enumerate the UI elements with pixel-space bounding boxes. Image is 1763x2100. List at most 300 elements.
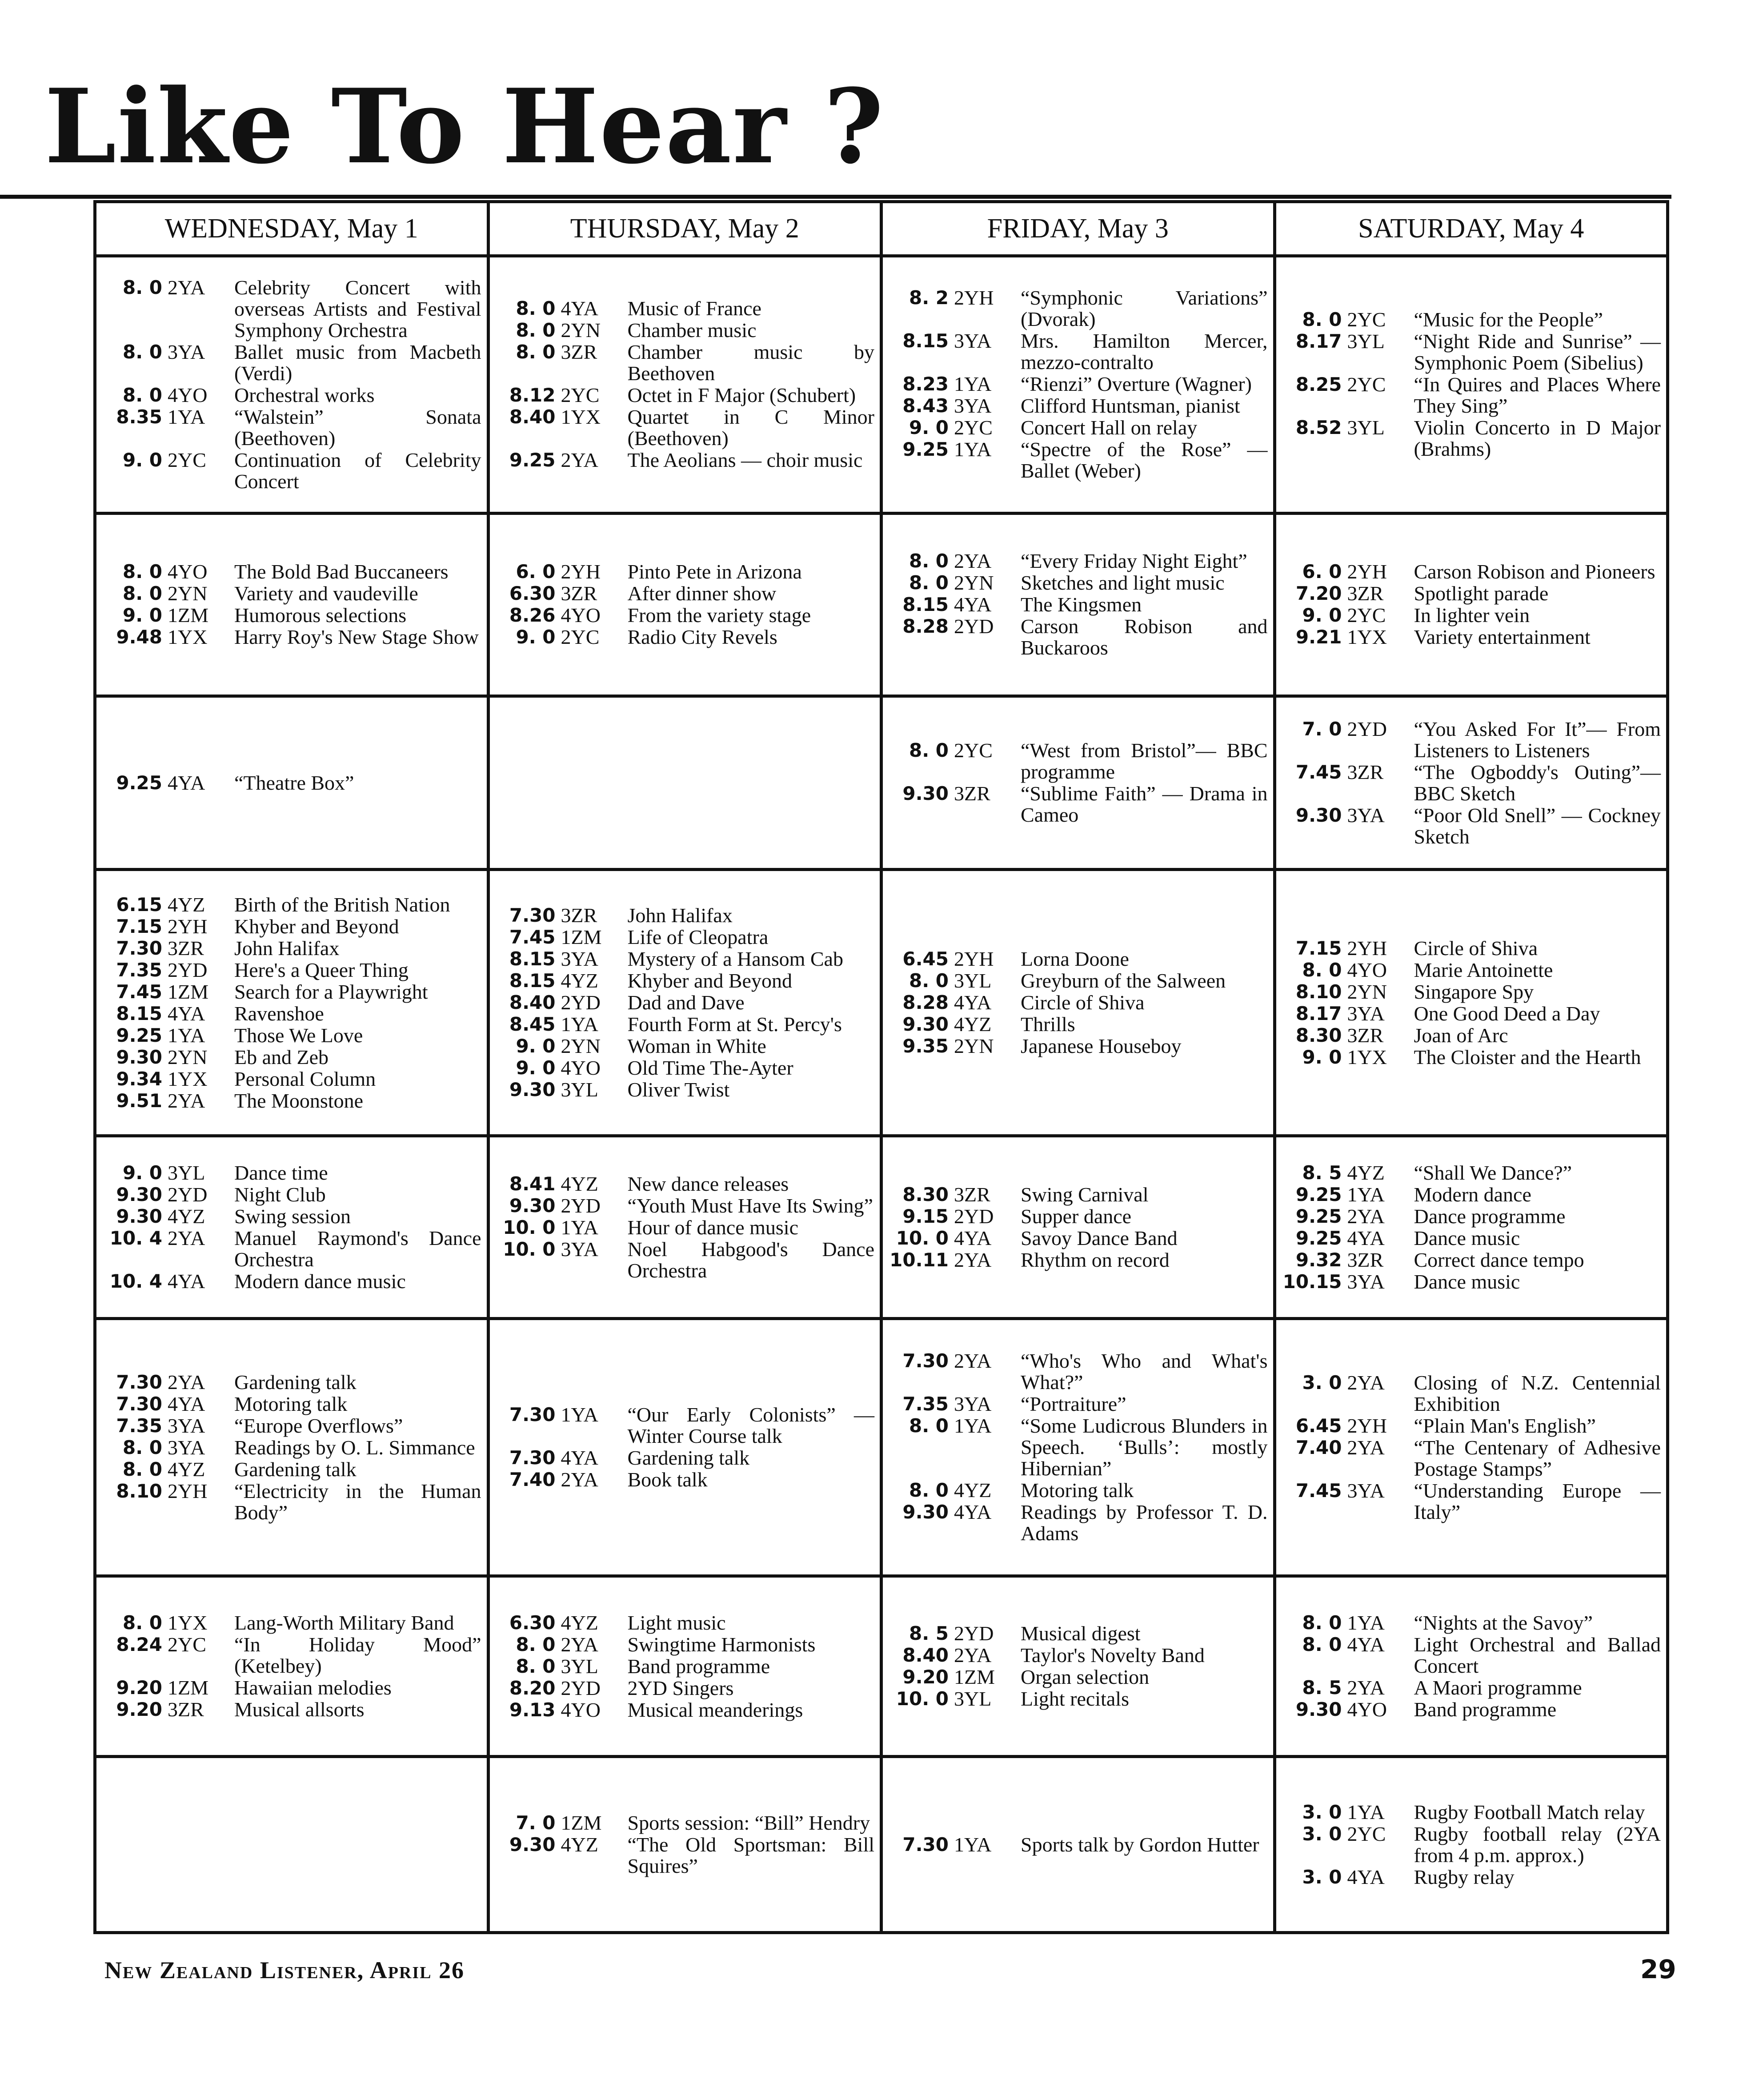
- entry-station: 3ZR: [561, 904, 597, 927]
- entry-station: 4YA: [168, 771, 205, 794]
- entry-time: 9.30: [902, 783, 949, 805]
- programme-entry: [888, 1249, 1268, 1271]
- entry-station: 3ZR: [1347, 1024, 1384, 1047]
- entry-programme: Carson Robison and Buckaroos: [1021, 615, 1268, 659]
- entry-station: 2YC: [1347, 1822, 1386, 1845]
- entry-programme: Noel Habgood's Dance Orchestra: [627, 1237, 874, 1282]
- entry-time: 9.30: [509, 1834, 556, 1856]
- entry-time: 7.30: [509, 904, 556, 927]
- programme-entry: [495, 1195, 875, 1217]
- entry-programme: “In Holiday Mood” (Ketelbey): [234, 1633, 481, 1678]
- programme-entry: [888, 1666, 1268, 1688]
- entry-station: 3ZR: [168, 936, 204, 960]
- programme-entry: [102, 1047, 481, 1068]
- entry-time: 8.23: [902, 373, 949, 395]
- programme-entry: [495, 298, 875, 319]
- entry-programme: Chamber music by Beethoven: [627, 341, 874, 385]
- entry-programme: “The Centenary of Adhesive Postage Stamps”: [1414, 1436, 1661, 1480]
- entry-station: 2YN: [561, 319, 601, 342]
- entry-station: 4YZ: [561, 1833, 598, 1856]
- entry-time: 8.30: [1295, 1024, 1342, 1046]
- programme-entry: [495, 905, 875, 926]
- entry-programme: Hawaiian melodies: [234, 1676, 392, 1699]
- entry-station: 2YH: [561, 560, 601, 583]
- schedule-cell-thursday: [488, 1576, 882, 1757]
- category-row: [95, 1576, 1668, 1757]
- entry-time: 7.45: [1295, 1479, 1342, 1502]
- entry-station: 1ZM: [168, 604, 208, 627]
- entry-programme: Rugby relay: [1414, 1865, 1515, 1888]
- programme-entry: [102, 450, 481, 492]
- entry-station: 2YC: [1347, 604, 1386, 627]
- entry-time: 8. 0: [516, 297, 556, 320]
- entry-time: 7.40: [1295, 1436, 1342, 1458]
- programme-entry: [495, 1656, 875, 1677]
- programme-entry: [495, 1699, 875, 1721]
- programme-entry: [888, 594, 1268, 615]
- entry-time: 9.30: [116, 1046, 162, 1068]
- entry-programme: Music of France: [627, 297, 761, 320]
- programme-entry: [495, 583, 875, 604]
- programme-entry: [1282, 561, 1661, 582]
- entry-programme: “Electricity in the Human Body”: [234, 1479, 481, 1524]
- entry-time: 9.25: [902, 438, 949, 461]
- programme-entry: [888, 1834, 1268, 1855]
- entry-time: 8. 0: [909, 739, 949, 762]
- entry-time: 8. 0: [122, 341, 162, 363]
- entry-time: 3. 0: [1302, 1866, 1342, 1888]
- entry-station: 2YA: [168, 1227, 205, 1250]
- page-number: 29: [1640, 1954, 1676, 1984]
- entry-station: 1YA: [954, 438, 992, 461]
- entry-station: 2YH: [168, 915, 208, 938]
- schedule-cell-wednesday: [95, 1319, 489, 1576]
- entry-time: 9.30: [509, 1079, 556, 1101]
- entry-programme: Mrs. Hamilton Mercer, mezzo-contralto: [1021, 329, 1268, 374]
- entry-programme: Japanese Houseboy: [1021, 1035, 1182, 1058]
- programme-entry: [888, 1206, 1268, 1227]
- entry-time: 8. 0: [1302, 1634, 1342, 1656]
- entry-station: 4YO: [561, 1056, 601, 1080]
- entry-programme: Chamber music: [627, 319, 757, 342]
- programme-entry: [1282, 1867, 1661, 1888]
- entry-station: 1ZM: [168, 980, 208, 1003]
- programme-entry: [102, 1162, 481, 1184]
- schedule-cell-wednesday: [95, 1757, 489, 1933]
- entry-time: 9. 0: [1302, 1046, 1342, 1068]
- programme-entry: [495, 406, 875, 449]
- entry-programme: Dance music: [1414, 1270, 1520, 1293]
- schedule-cell-friday: [882, 513, 1275, 696]
- entry-station: 4YZ: [168, 1205, 205, 1228]
- entry-programme: Harry Roy's New Stage Show: [234, 626, 479, 649]
- entry-programme: Motoring talk: [234, 1392, 348, 1415]
- entry-programme: Supper dance: [1021, 1205, 1132, 1228]
- programme-entry: [495, 341, 875, 384]
- programme-entry: [495, 320, 875, 341]
- entry-time: 8. 0: [1302, 309, 1342, 331]
- entry-programme: “You Asked For It”— From Listeners to Listeners: [1414, 717, 1661, 762]
- entry-station: 2YH: [954, 286, 994, 309]
- entry-time: 8. 5: [1302, 1677, 1342, 1699]
- entry-programme: Savoy Dance Band: [1021, 1226, 1178, 1249]
- entry-station: 1YX: [168, 1611, 208, 1634]
- entry-programme: “Poor Old Snell” — Cockney Sketch: [1414, 803, 1661, 848]
- entry-time: 7.30: [116, 1393, 162, 1415]
- programme-entry: [495, 1404, 875, 1447]
- programme-entry: [495, 1634, 875, 1655]
- entry-station: 3YA: [1347, 803, 1385, 827]
- entry-time: 8.40: [902, 1644, 949, 1666]
- schedule-cell-saturday: [1274, 1319, 1668, 1576]
- programme-entry: [888, 1014, 1268, 1035]
- entry-programme: Personal Column: [234, 1067, 376, 1090]
- entry-station: 3ZR: [954, 782, 990, 805]
- entry-station: 2YH: [954, 948, 994, 971]
- entry-programme: The Aeolians — choir music: [627, 449, 863, 472]
- entry-station: 2YN: [1347, 980, 1387, 1003]
- entry-programme: “Spectre of the Rose” —Ballet (Weber): [1021, 438, 1268, 482]
- entry-programme: The Bold Bad Buccaneers: [234, 560, 449, 583]
- entry-station: 2YH: [1347, 560, 1387, 583]
- programme-entry: [495, 1447, 875, 1469]
- programme-entry: [102, 626, 481, 648]
- entry-time: 9. 0: [516, 626, 556, 648]
- entry-programme: Singapore Spy: [1414, 980, 1534, 1003]
- entry-programme: “Rienzi” Overture (Wagner): [1021, 373, 1252, 396]
- entry-station: 4YZ: [954, 1013, 992, 1036]
- entry-station: 2YC: [561, 384, 600, 407]
- entry-programme: “Symphonic Variations” (Dvorak): [1021, 286, 1268, 331]
- programme-rows: [95, 256, 1668, 1933]
- entry-programme: “The Old Sportsman: Bill Squires”: [627, 1833, 874, 1878]
- programme-entry: [888, 1228, 1268, 1249]
- schedule-cell-friday: [882, 696, 1275, 870]
- schedule-cell-friday: [882, 1319, 1275, 1576]
- entry-time: 7.30: [902, 1833, 949, 1855]
- entry-time: 9.25: [1295, 1227, 1342, 1249]
- entry-time: 7.30: [509, 1447, 556, 1469]
- entry-time: 3. 0: [1302, 1371, 1342, 1393]
- entry-time: 8. 0: [122, 1436, 162, 1458]
- entry-station: 1YA: [954, 373, 992, 396]
- category-row: [95, 256, 1668, 514]
- schedule-cell-saturday: [1274, 256, 1668, 514]
- entry-station: 2YC: [954, 416, 993, 439]
- entry-station: 2YC: [168, 1633, 206, 1656]
- programme-entry: [888, 783, 1268, 826]
- entry-time: 8. 0: [909, 1479, 949, 1502]
- entry-programme: Lang-Worth Military Band: [234, 1611, 454, 1634]
- entry-programme: Those We Love: [234, 1024, 363, 1047]
- programme-entry: [888, 1688, 1268, 1710]
- entry-programme: “Sublime Faith” — Drama in Cameo: [1021, 782, 1268, 827]
- entry-station: 2YC: [1347, 308, 1386, 331]
- entry-station: 3ZR: [954, 1183, 990, 1206]
- entry-station: 3YA: [561, 948, 598, 971]
- programme-entry: [1282, 331, 1661, 373]
- entry-programme: Taylor's Novelty Band: [1021, 1644, 1205, 1667]
- entry-programme: Rugby football relay (2YA from 4 p.m. approx.): [1414, 1822, 1661, 1867]
- entry-programme: Readings by Professor T. D. Adams: [1021, 1501, 1268, 1545]
- entry-time: 3. 0: [1302, 1823, 1342, 1845]
- entry-programme: Motoring talk: [1021, 1479, 1134, 1502]
- entry-time: 8. 0: [516, 319, 556, 341]
- entry-programme: Circle of Shiva: [1021, 991, 1145, 1014]
- entry-station: 3ZR: [168, 1698, 204, 1721]
- entry-programme: Lorna Doone: [1021, 948, 1129, 971]
- entry-programme: “Theatre Box”: [234, 771, 354, 794]
- programme-entry: [888, 572, 1268, 594]
- programme-entry: [888, 948, 1268, 970]
- programme-entry: [1282, 1677, 1661, 1698]
- entry-station: 1YX: [561, 406, 601, 429]
- entry-station: 2YN: [954, 571, 994, 594]
- schedule-cell-thursday: [488, 1757, 882, 1933]
- programme-entry: [102, 385, 481, 406]
- entry-programme: Thrills: [1021, 1013, 1075, 1036]
- entry-programme: “Shall We Dance?”: [1414, 1161, 1572, 1184]
- entry-programme: Modern dance music: [234, 1270, 406, 1293]
- entry-time: 8.52: [1295, 417, 1342, 439]
- entry-programme: Sports session: “Bill” Hendry: [627, 1811, 870, 1835]
- entry-time: 8.40: [509, 992, 556, 1014]
- schedule-cell-saturday: [1274, 513, 1668, 696]
- entry-time: 7.45: [1295, 761, 1342, 783]
- entry-time: 9. 0: [1302, 604, 1342, 626]
- entry-programme: “Who's Who and What's What?”: [1021, 1349, 1268, 1394]
- schedule-cell-wednesday: [95, 1136, 489, 1319]
- entry-station: 2YH: [1347, 936, 1387, 960]
- category-row: [95, 513, 1668, 696]
- entry-programme: “Some Ludicrous Blunders in Speech. ‘Bulls’: mostly Hibernian”: [1021, 1414, 1268, 1480]
- entry-time: 8. 5: [909, 1622, 949, 1645]
- entry-station: 2YA: [168, 1370, 205, 1393]
- programme-entry: [495, 1812, 875, 1834]
- entry-station: 1YX: [1347, 626, 1387, 649]
- entry-station: 2YA: [1347, 1205, 1385, 1228]
- programme-entry: [102, 1206, 481, 1227]
- day-header-wednesday: WEDNESDAY, May 1: [95, 202, 489, 256]
- entry-programme: “Portraiture”: [1021, 1393, 1126, 1416]
- entry-time: 8. 2: [909, 287, 949, 309]
- entry-time: 8.15: [116, 1002, 162, 1024]
- entry-station: 2YA: [954, 1349, 992, 1373]
- entry-time: 9.25: [509, 449, 556, 471]
- programme-entry: [1282, 309, 1661, 330]
- programme-entry: [1282, 1025, 1661, 1046]
- schedule-cell-wednesday: [95, 256, 489, 514]
- programme-entry: [495, 626, 875, 648]
- schedule-cell-thursday: [488, 1136, 882, 1319]
- entry-programme: Spotlight parade: [1414, 582, 1549, 605]
- schedule-cell-wednesday: [95, 696, 489, 870]
- entry-time: 6.15: [116, 893, 162, 915]
- entry-time: 10. 0: [896, 1227, 949, 1249]
- category-row: [95, 1757, 1668, 1933]
- entry-programme: Swing Carnival: [1021, 1183, 1149, 1206]
- entry-station: 2YA: [1347, 1436, 1385, 1459]
- entry-station: 2YA: [561, 1468, 598, 1491]
- entry-station: 2YD: [954, 615, 994, 638]
- entry-time: 8.12: [509, 384, 556, 406]
- entry-time: 8. 0: [516, 1633, 556, 1655]
- entry-time: 10. 0: [896, 1688, 949, 1710]
- entry-time: 6.45: [1295, 1414, 1342, 1437]
- entry-programme: “Music for the People”: [1414, 308, 1603, 331]
- entry-time: 10.11: [890, 1249, 949, 1271]
- programme-entry: [888, 330, 1268, 373]
- programme-entry: [1282, 1003, 1661, 1024]
- entry-time: 8.45: [509, 1013, 556, 1036]
- entry-time: 3. 0: [1302, 1801, 1342, 1823]
- entry-station: 2YD: [168, 1183, 208, 1206]
- schedule-cell-saturday: [1274, 696, 1668, 870]
- entry-programme: Violin Concerto in D Major (Brahms): [1414, 416, 1661, 461]
- schedule-cell-saturday: [1274, 1576, 1668, 1757]
- entry-station: 1ZM: [954, 1666, 995, 1689]
- programme-entry: [1282, 1162, 1661, 1184]
- entry-station: 2YC: [954, 739, 993, 762]
- entry-station: 4YO: [1347, 958, 1387, 981]
- entry-time: 9.20: [116, 1677, 162, 1699]
- programme-entry: [102, 1372, 481, 1393]
- entry-programme: Orchestral works: [234, 383, 375, 406]
- entry-programme: Correct dance tempo: [1414, 1248, 1584, 1271]
- entry-station: 2YN: [561, 1035, 601, 1058]
- programme-entry: [1282, 762, 1661, 804]
- entry-time: 7.15: [116, 915, 162, 937]
- programme-entry: [495, 992, 875, 1013]
- day-header-thursday: THURSDAY, May 2: [488, 202, 882, 256]
- entry-time: 8. 0: [909, 572, 949, 594]
- entry-time: 7.40: [509, 1469, 556, 1491]
- entry-programme: “Understanding Europe —Italy”: [1414, 1479, 1661, 1523]
- entry-time: 9. 0: [909, 417, 949, 439]
- entry-programme: “West from Bristol”— BBC programme: [1021, 739, 1268, 783]
- entry-station: 3YA: [561, 1237, 598, 1261]
- programme-entry: [495, 970, 875, 992]
- entry-time: 8. 0: [909, 1415, 949, 1437]
- entry-programme: A Maori programme: [1414, 1676, 1582, 1699]
- category-row: [95, 696, 1668, 870]
- entry-time: 7. 0: [1302, 718, 1342, 740]
- page-title: Like To Hear ?: [44, 67, 885, 187]
- entry-station: 3YA: [168, 1436, 205, 1459]
- entry-station: 3YL: [561, 1078, 598, 1101]
- entry-station: 2YD: [561, 1194, 601, 1217]
- entry-station: 2YD: [168, 958, 208, 981]
- entry-time: 8.35: [116, 406, 162, 428]
- programme-entry: [495, 1834, 875, 1877]
- programme-entry: [888, 417, 1268, 438]
- day-header-row: [95, 202, 1668, 256]
- entry-programme: “Night Ride and Sunrise” — Symphonic Poem (Sibelius): [1414, 330, 1661, 374]
- programme-entry: [102, 406, 481, 449]
- entry-station: 1YX: [168, 1067, 208, 1090]
- programme-entry: [495, 1057, 875, 1079]
- entry-station: 2YD: [1347, 717, 1387, 740]
- programme-entry: [1282, 981, 1661, 1003]
- entry-station: 2YN: [954, 1035, 994, 1058]
- entry-station: 3YL: [168, 1161, 205, 1185]
- entry-time: 8.43: [902, 395, 949, 417]
- entry-time: 9.20: [116, 1698, 162, 1721]
- entry-programme: Khyber and Beyond: [234, 915, 399, 938]
- entry-programme: The Kingsmen: [1021, 593, 1142, 616]
- entry-programme: Concert Hall on relay: [1021, 416, 1198, 439]
- schedule-cell-saturday: [1274, 1757, 1668, 1933]
- entry-programme: Dance time: [234, 1161, 328, 1185]
- entry-station: 4YA: [561, 1446, 598, 1470]
- programme-entry: [888, 1645, 1268, 1666]
- schedule-cell-thursday: [488, 513, 882, 696]
- entry-time: 8.15: [509, 970, 556, 992]
- entry-station: 4YA: [561, 297, 598, 320]
- entry-programme: 2YD Singers: [627, 1676, 734, 1699]
- entry-programme: Dance music: [1414, 1226, 1520, 1249]
- entry-station: 1YA: [1347, 1800, 1385, 1823]
- entry-station: 3YA: [954, 1393, 992, 1416]
- entry-station: 4YZ: [561, 969, 598, 992]
- entry-station: 3ZR: [561, 582, 597, 605]
- entry-time: 8.24: [116, 1634, 162, 1656]
- entry-programme: Marie Antoinette: [1414, 958, 1553, 981]
- entry-time: 10. 0: [503, 1216, 556, 1238]
- programme-entry: [102, 1459, 481, 1480]
- entry-station: 1YA: [168, 405, 205, 428]
- schedule-cell-friday: [882, 1757, 1275, 1933]
- entry-station: 1YA: [1347, 1183, 1385, 1206]
- entry-time: 8.15: [902, 330, 949, 352]
- programme-entry: [888, 740, 1268, 783]
- entry-programme: Sketches and light music: [1021, 571, 1225, 594]
- category-row: [95, 1136, 1668, 1319]
- entry-programme: Joan of Arc: [1414, 1024, 1508, 1047]
- programme-entry: [102, 341, 481, 384]
- programme-entry: [1282, 1802, 1661, 1823]
- entry-time: 7.35: [902, 1393, 949, 1415]
- entry-time: 7.35: [116, 1414, 162, 1437]
- programme-entry: [888, 439, 1268, 482]
- entry-station: 2YN: [168, 582, 208, 605]
- programme-entry: [495, 1079, 875, 1100]
- entry-programme: Night Club: [234, 1183, 326, 1206]
- entry-station: 4YZ: [561, 1172, 598, 1195]
- entry-station: 4YA: [954, 1226, 992, 1249]
- entry-programme: Swing session: [234, 1205, 351, 1228]
- entry-station: 4YA: [954, 593, 992, 616]
- entry-station: 4YA: [1347, 1226, 1385, 1249]
- entry-programme: Old Time The-Ayter: [627, 1056, 793, 1080]
- schedule-cell-thursday: [488, 1319, 882, 1576]
- programme-entry: [888, 1502, 1268, 1544]
- title-rule: [0, 195, 1671, 199]
- entry-station: 3YL: [1347, 330, 1385, 353]
- entry-time: 7.20: [1295, 582, 1342, 605]
- programme-entry: [1282, 605, 1661, 626]
- entry-programme: After dinner show: [627, 582, 777, 605]
- entry-station: 1YA: [561, 1216, 598, 1239]
- entry-time: 9.25: [1295, 1183, 1342, 1205]
- entry-programme: Light recitals: [1021, 1687, 1129, 1711]
- entry-station: 3YA: [168, 340, 205, 363]
- programme-entry: [888, 373, 1268, 395]
- programme-entry: [1282, 1271, 1661, 1293]
- entry-time: 7. 0: [516, 1812, 556, 1834]
- entry-programme: Fourth Form at St. Percy's: [627, 1013, 842, 1036]
- entry-station: 3YL: [954, 969, 992, 992]
